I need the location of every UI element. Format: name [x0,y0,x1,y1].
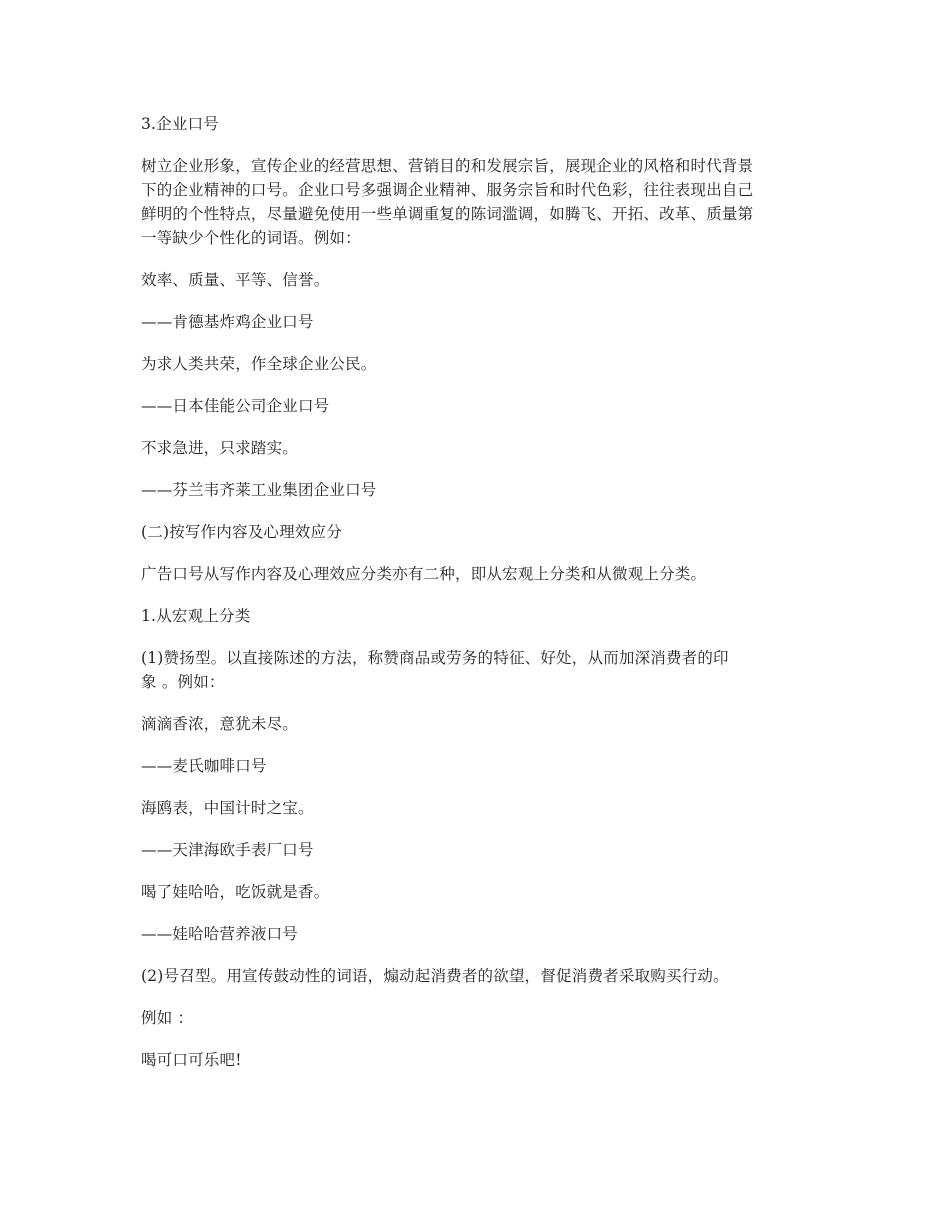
example-slogan: 海鸥表，中国计时之宝。 [141,799,314,817]
section-heading-content-psychology: (二)按写作内容及心理效应分 [141,523,342,541]
example-slogan: 滴滴香浓，意犹未尽。 [141,715,299,733]
body-paragraph: 树立企业形象，宣传企业的经营思想、营销目的和发展宗旨，展现企业的风格和时代背景 下的企业精神的口号。企业口号多强调企业精神、服务宗旨和时代色彩，往往表现出自己 鲜明的个性特点，尽量避免使用一些单调重复的陈词滥调，如腾飞、开拓、改革、质量第 一等缺少个性化的词语。例如： [141,157,754,247]
example-slogan: 喝了娃哈哈，吃饭就是香。 [141,883,330,901]
section-heading-corporate-slogan: 3.企业口号 [141,115,219,133]
body-paragraph: 广告口号从写作内容及心理效应分类亦有二种，即从宏观上分类和从微观上分类。 [141,565,707,583]
slogan-attribution: ——肯德基炸鸡企业口号 [141,313,314,331]
example-slogan: 喝可口可乐吧! [141,1051,242,1069]
slogan-attribution: ——天津海欧手表厂口号 [141,841,314,859]
document-body [141,112,811,1090]
example-slogan: 效率、质量、平等、信誉。 [141,271,330,289]
section-heading-macro-classification: 1.从宏观上分类 [141,607,251,625]
slogan-attribution: ——娃哈哈营养液口号 [141,925,299,943]
example-slogan: 不求急进，只求踏实。 [141,439,299,457]
example-intro: 例如 ： [141,1009,194,1027]
slogan-attribution: ——芬兰韦齐莱工业集团企业口号 [141,481,377,499]
example-slogan: 为求人类共荣，作全球企业公民。 [141,355,377,373]
body-paragraph: (2)号召型。用宣传鼓动性的词语，煽动起消费者的欲望，督促消费者采取购买行动。 [141,967,729,985]
slogan-attribution: ——日本佳能公司企业口号 [141,397,330,415]
slogan-attribution: ——麦氏咖啡口号 [141,757,267,775]
body-paragraph: (1)赞扬型。以直接陈述的方法，称赞商品或劳务的特征、好处，从而加深消费者的印 象 。例如： [141,649,729,691]
